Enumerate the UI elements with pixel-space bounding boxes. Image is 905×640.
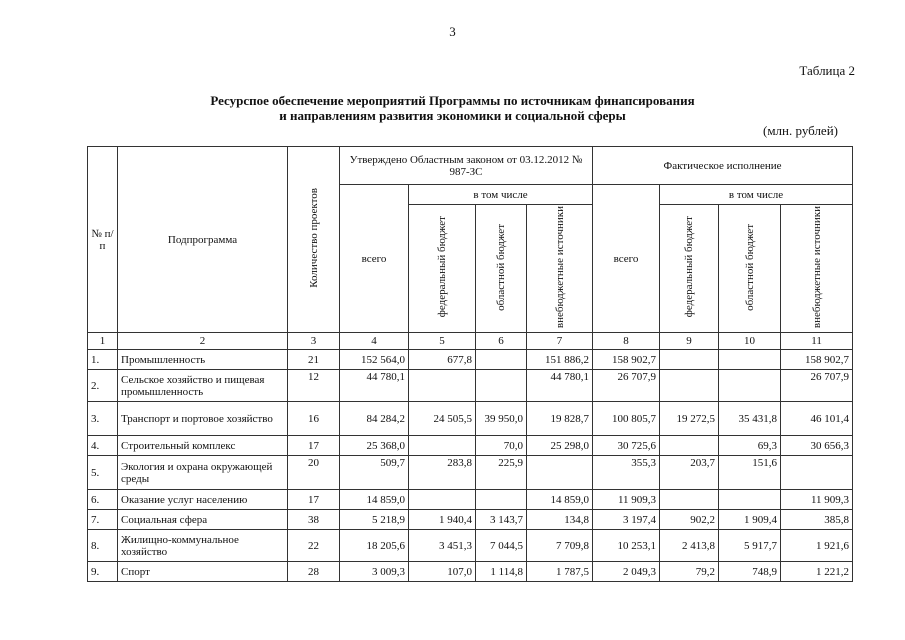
approved-total: 44 780,1 <box>340 370 409 402</box>
approved-regional <box>476 350 527 370</box>
subprogram-name: Экология и охрана окружающей среды <box>118 456 288 490</box>
actual-regional: 151,6 <box>719 456 781 490</box>
header-actual-regional-text: областной бюджет <box>743 223 756 311</box>
approved-total: 509,7 <box>340 456 409 490</box>
column-number: 3 <box>288 333 340 350</box>
column-number: 1 <box>88 333 118 350</box>
approved-regional: 39 950,0 <box>476 402 527 436</box>
approved-federal: 677,8 <box>409 350 476 370</box>
actual-extrabudget: 158 902,7 <box>781 350 853 370</box>
actual-total: 3 197,4 <box>593 510 660 530</box>
title-line-1: Ресурспое обеспечение мероприятий Программы по источникам финапсирования <box>210 93 695 108</box>
actual-regional: 748,9 <box>719 562 781 582</box>
column-number: 6 <box>476 333 527 350</box>
table-row <box>88 402 853 436</box>
actual-federal <box>660 370 719 402</box>
approved-total: 3 009,3 <box>340 562 409 582</box>
project-count: 22 <box>288 530 340 562</box>
row-number: 9. <box>88 562 118 582</box>
page-number: 3 <box>449 24 456 39</box>
actual-total: 11 909,3 <box>593 490 660 510</box>
column-number: 4 <box>340 333 409 350</box>
subprogram-name: Социальная сфера <box>118 510 288 530</box>
title-line-2: и направлениям развития экономики и социальной сферы <box>279 108 626 123</box>
project-count: 20 <box>288 456 340 490</box>
actual-federal: 79,2 <box>660 562 719 582</box>
header-approved-including: в том числе <box>409 185 593 205</box>
header-project-count-text: Количество проектов <box>307 188 320 288</box>
header-approved-federal <box>409 205 476 333</box>
approved-regional: 7 044,5 <box>476 530 527 562</box>
approved-regional: 225,9 <box>476 456 527 490</box>
approved-regional: 3 143,7 <box>476 510 527 530</box>
subprogram-name: Транспорт и портовое хозяйство <box>118 402 288 436</box>
table-row <box>88 350 853 370</box>
header-project-count <box>288 147 340 333</box>
actual-extrabudget: 46 101,4 <box>781 402 853 436</box>
table-body <box>88 350 853 582</box>
actual-extrabudget: 30 656,3 <box>781 436 853 456</box>
actual-regional <box>719 370 781 402</box>
table-row <box>88 562 853 582</box>
header-actual-regional <box>719 205 781 333</box>
approved-extrabudget: 14 859,0 <box>527 490 593 510</box>
header-actual-extrabudget-text: внебюджетные источники <box>810 206 823 329</box>
actual-extrabudget: 26 707,9 <box>781 370 853 402</box>
subprogram-name: Промышленность <box>118 350 288 370</box>
header-actual-federal-text: федеральный бюджет <box>683 216 696 318</box>
actual-extrabudget: 11 909,3 <box>781 490 853 510</box>
actual-regional: 5 917,7 <box>719 530 781 562</box>
row-number: 4. <box>88 436 118 456</box>
actual-total: 355,3 <box>593 456 660 490</box>
column-number: 8 <box>593 333 660 350</box>
approved-regional: 1 114,8 <box>476 562 527 582</box>
header-approved-extrabudget <box>527 205 593 333</box>
actual-federal: 19 272,5 <box>660 402 719 436</box>
table-row <box>88 370 853 402</box>
column-number: 11 <box>781 333 853 350</box>
actual-total: 100 805,7 <box>593 402 660 436</box>
project-count: 28 <box>288 562 340 582</box>
approved-total: 18 205,6 <box>340 530 409 562</box>
column-number: 5 <box>409 333 476 350</box>
header-actual: Фактическое исполнение <box>593 147 853 185</box>
approved-regional: 70,0 <box>476 436 527 456</box>
approved-extrabudget: 151 886,2 <box>527 350 593 370</box>
table-row <box>88 456 853 490</box>
header-approved-total: всего <box>340 185 409 333</box>
approved-total: 14 859,0 <box>340 490 409 510</box>
table-row <box>88 436 853 456</box>
row-number: 6. <box>88 490 118 510</box>
actual-regional <box>719 350 781 370</box>
column-number-row <box>88 333 853 350</box>
approved-federal <box>409 436 476 456</box>
actual-regional: 35 431,8 <box>719 402 781 436</box>
subprogram-name: Спорт <box>118 562 288 582</box>
column-number: 9 <box>660 333 719 350</box>
column-number: 2 <box>118 333 288 350</box>
header-approved-extrabudget-text: внебюджетные источники <box>553 206 566 329</box>
actual-federal: 902,2 <box>660 510 719 530</box>
row-number: 1. <box>88 350 118 370</box>
resources-table <box>87 146 853 582</box>
actual-regional: 69,3 <box>719 436 781 456</box>
project-count: 21 <box>288 350 340 370</box>
project-count: 38 <box>288 510 340 530</box>
approved-federal <box>409 370 476 402</box>
column-number: 7 <box>527 333 593 350</box>
row-number: 8. <box>88 530 118 562</box>
row-number: 7. <box>88 510 118 530</box>
header-actual-total: всего <box>593 185 660 333</box>
approved-extrabudget: 134,8 <box>527 510 593 530</box>
table-row <box>88 510 853 530</box>
approved-federal: 283,8 <box>409 456 476 490</box>
subprogram-name: Жилищно-коммунальное хозяйство <box>118 530 288 562</box>
header-subprogram: Подпрограмма <box>118 147 288 333</box>
approved-extrabudget: 19 828,7 <box>527 402 593 436</box>
actual-federal <box>660 436 719 456</box>
project-count: 16 <box>288 402 340 436</box>
approved-total: 152 564,0 <box>340 350 409 370</box>
approved-extrabudget: 1 787,5 <box>527 562 593 582</box>
approved-total: 84 284,2 <box>340 402 409 436</box>
header-num: № п/п <box>88 147 118 333</box>
approved-total: 25 368,0 <box>340 436 409 456</box>
approved-total: 5 218,9 <box>340 510 409 530</box>
header-approved: Утверждено Областным законом от 03.12.2012 № 987-ЗС <box>340 147 593 185</box>
table-label: Таблица 2 <box>799 63 855 78</box>
actual-federal <box>660 490 719 510</box>
subprogram-name: Оказание услуг населению <box>118 490 288 510</box>
actual-regional <box>719 490 781 510</box>
row-number: 5. <box>88 456 118 490</box>
actual-total: 30 725,6 <box>593 436 660 456</box>
row-number: 3. <box>88 402 118 436</box>
approved-federal: 107,0 <box>409 562 476 582</box>
approved-federal: 3 451,3 <box>409 530 476 562</box>
project-count: 12 <box>288 370 340 402</box>
approved-extrabudget <box>527 456 593 490</box>
header-approved-federal-text: федеральный бюджет <box>436 216 448 318</box>
project-count: 17 <box>288 490 340 510</box>
subprogram-name: Сельское хозяйство и пищевая промышленность <box>118 370 288 402</box>
header-actual-extrabudget <box>781 205 853 333</box>
actual-extrabudget: 1 221,2 <box>781 562 853 582</box>
approved-regional <box>476 370 527 402</box>
table-header <box>88 147 853 350</box>
actual-extrabudget: 1 921,6 <box>781 530 853 562</box>
approved-extrabudget: 44 780,1 <box>527 370 593 402</box>
document-title <box>0 93 905 123</box>
actual-total: 158 902,7 <box>593 350 660 370</box>
actual-extrabudget: 385,8 <box>781 510 853 530</box>
table-row <box>88 490 853 510</box>
actual-total: 2 049,3 <box>593 562 660 582</box>
units-label: (млн. рублей) <box>763 123 838 138</box>
actual-regional: 1 909,4 <box>719 510 781 530</box>
approved-extrabudget: 7 709,8 <box>527 530 593 562</box>
header-actual-including: в том числе <box>660 185 853 205</box>
actual-federal: 2 413,8 <box>660 530 719 562</box>
project-count: 17 <box>288 436 340 456</box>
row-number: 2. <box>88 370 118 402</box>
actual-total: 26 707,9 <box>593 370 660 402</box>
approved-federal: 1 940,4 <box>409 510 476 530</box>
approved-regional <box>476 490 527 510</box>
table-row <box>88 530 853 562</box>
column-number: 10 <box>719 333 781 350</box>
approved-federal: 24 505,5 <box>409 402 476 436</box>
approved-extrabudget: 25 298,0 <box>527 436 593 456</box>
actual-total: 10 253,1 <box>593 530 660 562</box>
actual-federal: 203,7 <box>660 456 719 490</box>
actual-extrabudget <box>781 456 853 490</box>
actual-federal <box>660 350 719 370</box>
approved-federal <box>409 490 476 510</box>
header-actual-federal <box>660 205 719 333</box>
header-approved-regional-text: областной бюджет <box>495 223 507 311</box>
subprogram-name: Строительный комплекс <box>118 436 288 456</box>
header-approved-regional <box>476 205 527 333</box>
